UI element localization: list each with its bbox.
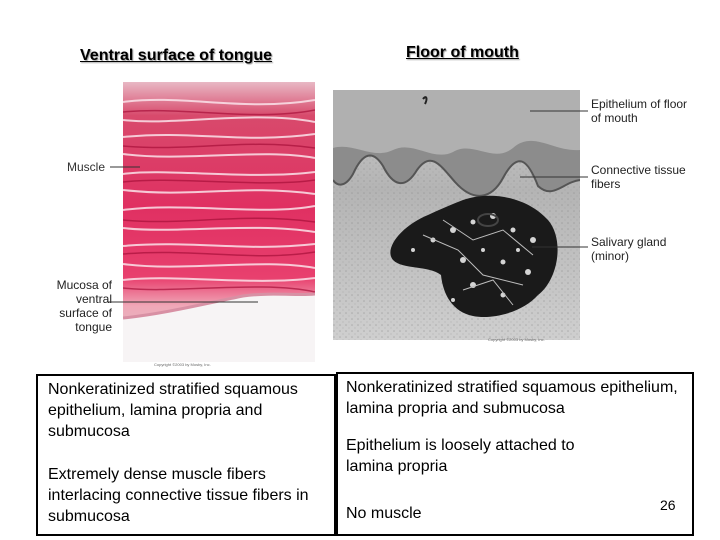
left-description-box bbox=[36, 374, 336, 536]
epithelium-label: Epithelium of floor of mouth bbox=[591, 97, 688, 125]
right-description-box bbox=[336, 372, 694, 536]
muscle-pointer bbox=[110, 166, 140, 170]
mucosa-label: Mucosa of ventral surface of tongue bbox=[56, 278, 112, 334]
left-para-1: Nonkeratinized stratified squamous epithelium, lamina propria and submucosa bbox=[48, 381, 298, 440]
tongue-copyright: Copyright ©2003 by Mosby, Inc. bbox=[154, 362, 211, 367]
floor-of-mouth-title: Floor of mouth bbox=[406, 44, 519, 61]
right-pointers bbox=[510, 100, 590, 250]
muscle-label: Muscle bbox=[67, 160, 106, 174]
right-para-3: No muscle bbox=[346, 505, 422, 522]
slide-number: 26 bbox=[660, 497, 676, 513]
right-para-2: Epithelium is loosely attached to lamina propria bbox=[346, 437, 575, 475]
mucosa-pointer bbox=[108, 301, 258, 305]
left-para-2: Extremely dense muscle fibers interlacing connective tissue fibers in submucosa bbox=[48, 466, 309, 525]
connective-tissue-label: Connective tissue fibers bbox=[591, 163, 686, 191]
floor-copyright: Copyright ©2003 by Mosby, Inc. bbox=[488, 337, 545, 342]
salivary-gland-label: Salivary gland (minor) bbox=[591, 235, 667, 263]
ventral-tongue-title: Ventral surface of tongue bbox=[80, 47, 273, 64]
right-para-1: Nonkeratinized stratified squamous epithelium, lamina propria and submucosa bbox=[346, 379, 678, 417]
tongue-micrograph bbox=[123, 82, 315, 362]
